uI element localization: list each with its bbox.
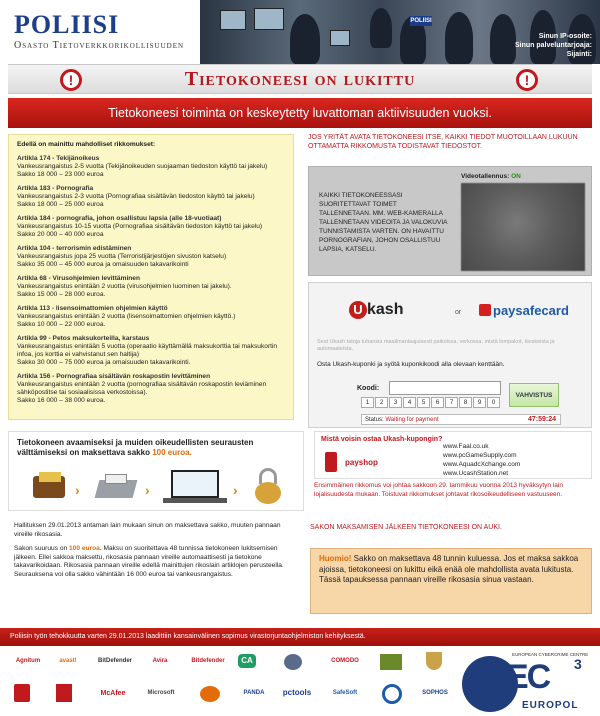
logo-title: POLIISI: [14, 10, 120, 39]
panda-logo: PANDA: [243, 690, 265, 696]
vendor-link[interactable]: www.AquadcXchange.com: [443, 461, 521, 468]
arrow-right-icon: ›: [75, 482, 80, 498]
verify-button[interactable]: VAHVISTUS: [509, 383, 559, 407]
after-payment-notice: SAKON MAKSAMISEN JÄLKEEN TIETOKONEESI ON AUKI.: [310, 524, 502, 531]
agnitum-logo: Agnitum: [15, 658, 41, 664]
article-title: Artikla 99 - Petos maksukorteilla, karstaus: [17, 335, 150, 342]
ec3-europol-logo: [462, 652, 596, 714]
connection-info: [515, 32, 592, 59]
article-line: Sakko 16 000 – 38 000 euroa.: [17, 397, 106, 404]
article-item: [17, 275, 285, 299]
article-line: Sakko 30 000 – 75 000 euroa ja omaisuuden takavarikointi.: [17, 359, 191, 366]
ec3-superscript: 3: [574, 656, 582, 672]
fee-text: [17, 438, 299, 458]
article-item: [17, 155, 285, 179]
security-emblem-icon: [284, 654, 302, 670]
article-title: Artikla 183 - Pornografia: [17, 185, 94, 192]
paysafecard-logo: [479, 303, 569, 318]
g-data-icon: [14, 684, 30, 702]
article-title: Artikla 156 - Pornografiaa sisältävän roskapostin levittäminen: [17, 373, 211, 380]
note-text: Sakko on maksettava 48 tunnin kuluessa. Jos et maksa sakkoa ajoissa, tietokoneesi on lukittu eikä enää ole mahdollista avata lukitusta. Tässä tapauksessa pannaan vireille rikosasia sinua vastaan.: [319, 554, 579, 584]
where-to-buy-title: Mistä voisin ostaa Ukash-kupongin?: [321, 436, 443, 443]
article-line: Sakko 20 000 – 40 000 euroa: [17, 231, 104, 238]
article-line: Vankeusrangaistus 10-15 vuotta (Pornografiaa sisältävän tiedoston käyttö tai jakelu): [17, 223, 263, 230]
warning-icon: !: [516, 69, 538, 91]
lock-reason-banner: Tietokoneesi toiminta on keskeytetty luvattoman aktiivisuuden vuoksi.: [8, 98, 592, 128]
isp-label: Sinun palveluntarjoaja:: [514, 42, 592, 49]
logo-subtitle: Osasto Tietoverkkorikollisuuden: [14, 40, 185, 51]
article-title: Artikla 174 - Tekijänoikeus: [17, 155, 100, 162]
vendor-link[interactable]: www.Faal.co.uk: [443, 443, 489, 450]
location-label: Sijainti:: [566, 51, 592, 58]
keypad-key[interactable]: 8: [459, 397, 472, 408]
paysafecard-icon: [479, 304, 491, 316]
microsoft-logo: Microsoft: [147, 690, 175, 696]
article-line: Vankeusrangaistus 2-3 vuotta (Pornografiaa sisältävän tiedoston käyttö tai jakelu): [17, 193, 255, 200]
where-to-buy-panel: [314, 431, 592, 479]
warning-icon: !: [60, 69, 82, 91]
article-line: Sakko 18 000 – 23 000 euroa: [17, 171, 104, 178]
keypad-key[interactable]: 3: [389, 397, 402, 408]
article-item: [17, 245, 285, 269]
status-label: Status:: [365, 417, 384, 423]
code-label: Koodi:: [357, 385, 380, 392]
article-title: Artikla 113 - lisensoimattomien ohjelmien käyttö: [17, 305, 168, 312]
fee-amount: 100 euroa.: [152, 448, 192, 457]
fee-description: Tietokoneen avaamiseksi ja muiden oikeudellisten seurausten välttämiseksi on maksettava sakko: [17, 438, 254, 457]
recording-notice: KAIKKI TIETOKONEESSASI SUORITETTAVAT TOIMET TALLENNETAAN. MM. WEB-KAMERALLA TALLENNETAAN VIDEOITA JA VALOKUVIA TUNNISTAMISTA VARTEN. ON HAVAITTU PORNOGRAFIAN, JOHON OSALLISTUU LAPSIA, KATSELU.: [319, 192, 448, 253]
vendor-list: [443, 442, 520, 478]
keypad-key[interactable]: 1: [361, 397, 374, 408]
card-terminal-icon: [93, 468, 139, 504]
ukash-u-icon: U: [349, 301, 367, 319]
article-line: Sakko 18 000 – 25 000 euroa: [17, 201, 104, 208]
keypad-key[interactable]: 4: [403, 397, 416, 408]
kaspersky-icon: [56, 684, 72, 702]
format-warning: JOS YRITÄT AVATA TIETOKONEESI ITSE, KAIKKI TIEDOT MUOTOILLAAN LUKUUN OTTAMATTA RIKKOMUSTA TODISTAVAT TIEDOSTOT.: [308, 134, 578, 150]
payment-instruction: Osta Ukash-kuponki ja syötä kuponkikoodi alla olevaan kenttään.: [317, 361, 505, 368]
bitdefender-logo: BitDefender: [98, 658, 133, 664]
article-title: Artikla 68 - Virusohjelmien levittäminen: [17, 275, 141, 282]
note-heading: Huomio!: [319, 554, 352, 563]
emblem-icon: [380, 654, 402, 670]
payshop-logo: payshop: [345, 458, 378, 467]
legal-text: [14, 522, 298, 585]
video-recording-label: [461, 173, 521, 180]
article-title: Artikla 104 - terrorismin edistäminen: [17, 245, 132, 252]
ec3-text: EC: [506, 658, 550, 696]
fuel-pump-icon: [325, 452, 337, 472]
ukash-brand: kash: [367, 301, 404, 318]
header: [0, 0, 600, 64]
repeat-offense-warning: Ensimmäinen rikkomus voi johtaa sakkoon 29. tammikuu vuonna 2013 hyväksytyn lain lojalisuudesta mukaan. Toistuvat rikkomukset johtavat rikosoikeudelliseen vastuuseen.: [314, 482, 563, 498]
article-line: Vankeusrangaistus jopa 25 vuotta (Terroristijärjestöjen sivuston katselu): [17, 253, 227, 260]
article-item: [17, 373, 285, 405]
article-line: Vankeusrangaistus 2-5 vuotta (Tekijänoikeuden suojaaman tiedoston käyttö tai jakelu): [17, 163, 268, 170]
shield-icon: [426, 652, 442, 670]
wallet-icon: [29, 468, 69, 504]
legal-paragraph: Hallituksen 29.01.2013 antaman lain mukaan sinun on maksettava sakko, muuten pannaan vireille rikosasia.: [14, 522, 281, 538]
ca-logo: CA: [238, 654, 256, 668]
europol-text: EUROPOL: [522, 700, 579, 711]
footer-bar: Poliisin työn tehokkuutta varten 29.01.2013 laadittiin kansainvälinen sopimus virastorjuntaohjelmiston kehityksestä.: [0, 628, 600, 646]
keypad-key[interactable]: 0: [487, 397, 500, 408]
article-item: [17, 335, 285, 367]
article-title: Artikla 184 - pornografia, johon osallistuu lapsia (alle 18-vuotiaat): [17, 215, 222, 222]
article-item: [17, 215, 285, 239]
keypad-key[interactable]: 6: [431, 397, 444, 408]
partner-logos: [0, 648, 600, 716]
paysafecard-brand: paysafecard: [493, 303, 569, 318]
article-line: Vankeusrangaistus enintään 2 vuotta (virusohjelmien luominen tai jakelu).: [17, 283, 232, 290]
webcam-feed: [461, 183, 585, 271]
fine-details: Maksu on suoritettava 48 tunnissa tietokoneen lukitsemisen jälkeen. Ellei sakkoa maksettu, rikosasia pannaan vireille automaattisesti ja tietokone takavarikoidaan. Rikosasia pannaan vireille edellä mainittujen rikoslain artiklojen perusteella. Seurauksena voi olla sakko vähintään 16 000 euroa tai vankeusrangaistus.: [14, 545, 284, 578]
article-line: Sakko 35 000 – 45 000 euroa ja omaisuuden takavarikointi: [17, 261, 189, 268]
payment-fine-print: Sest Ukash tatoja tuhansia maailmanlaajuisesti paikoissa, verkossa, mistä lompakot, kioskeista ja automaateista.: [317, 339, 555, 352]
legal-paragraph: [14, 545, 298, 579]
ip-label: Sinun IP-osoite:: [538, 33, 592, 40]
title-bar: [8, 64, 592, 94]
safesoft-logo: SafeSoft: [332, 690, 358, 696]
video-label-text: Videotallennus:: [461, 173, 510, 180]
keypad-key[interactable]: 7: [445, 397, 458, 408]
or-label: or: [455, 309, 462, 316]
bitdefender-logo-2: Bitdefender: [191, 658, 225, 664]
mcafee-logo: McAfee: [100, 690, 126, 697]
fee-panel: [8, 431, 304, 511]
status-value: Waiting for payment: [385, 417, 439, 423]
norton-icon: [200, 686, 220, 702]
violations-list: [8, 134, 294, 420]
vendor-link[interactable]: www.pcGameSupply.com: [443, 452, 517, 459]
violations-intro: Edellä on mainittu mahdolliset rikkomukset:: [17, 141, 156, 148]
arrow-right-icon: ›: [145, 482, 150, 498]
ec3-caption: EUROPEAN CYBERCRIME CENTRE: [512, 652, 589, 657]
avast-logo: avast!: [59, 658, 77, 664]
payment-status: [361, 414, 561, 425]
keypad-key[interactable]: 5: [417, 397, 430, 408]
fine-size-label: Sakon suuruus on: [14, 545, 68, 552]
voucher-code-input[interactable]: [389, 381, 501, 395]
article-line: Vankeusrangaistus enintään 2 vuotta (pornografiaa sisältävän roskapostin leviäminen sähköpostitse tai sosiaalisissa verkostoissa).: [17, 381, 267, 396]
countdown-timer: 47:59:24: [527, 416, 556, 423]
vendor-link[interactable]: www.UcashStation.net: [443, 470, 509, 477]
sophos-logo: SOPHOS: [422, 690, 448, 696]
article-line: Sakko 10 000 – 22 000 euroa.: [17, 321, 106, 328]
padlock-icon: [253, 468, 283, 504]
video-status: ON: [511, 173, 521, 180]
article-line: Sakko 15 000 – 28 000 euroa.: [17, 291, 106, 298]
article-line: Vankeusrangaistus enintään 5 vuotta (operaatio käyttämällä maksukorttia tai maksukortin infoa, jos korttia ei vahvistanut sen haltija): [17, 343, 278, 358]
fine-size-amount: 100 euroa.: [69, 545, 102, 552]
page-title: Tietokoneesi on lukittu: [184, 68, 416, 90]
avira-logo: Avira: [152, 658, 168, 664]
police-badge: POLIISI: [410, 18, 432, 24]
article-item: [17, 185, 285, 209]
globe-icon: [382, 684, 402, 704]
keypad: [361, 397, 503, 409]
article-line: Vankeusrangaistus enintään 2 vuotta (lisensoimattomien ohjelmien käyttö.): [17, 313, 236, 320]
keypad-key[interactable]: 2: [375, 397, 388, 408]
comodo-logo: COMODO: [331, 658, 359, 664]
payment-panel: [308, 282, 592, 428]
arrow-right-icon: ›: [233, 482, 238, 498]
video-recording-panel: [308, 166, 592, 276]
keypad-key[interactable]: 9: [473, 397, 486, 408]
article-item: [17, 305, 285, 329]
laptop-icon: [163, 468, 227, 504]
pctools-logo: pctools: [282, 688, 312, 697]
attention-note: [310, 548, 592, 614]
ukash-logo: [349, 301, 413, 323]
